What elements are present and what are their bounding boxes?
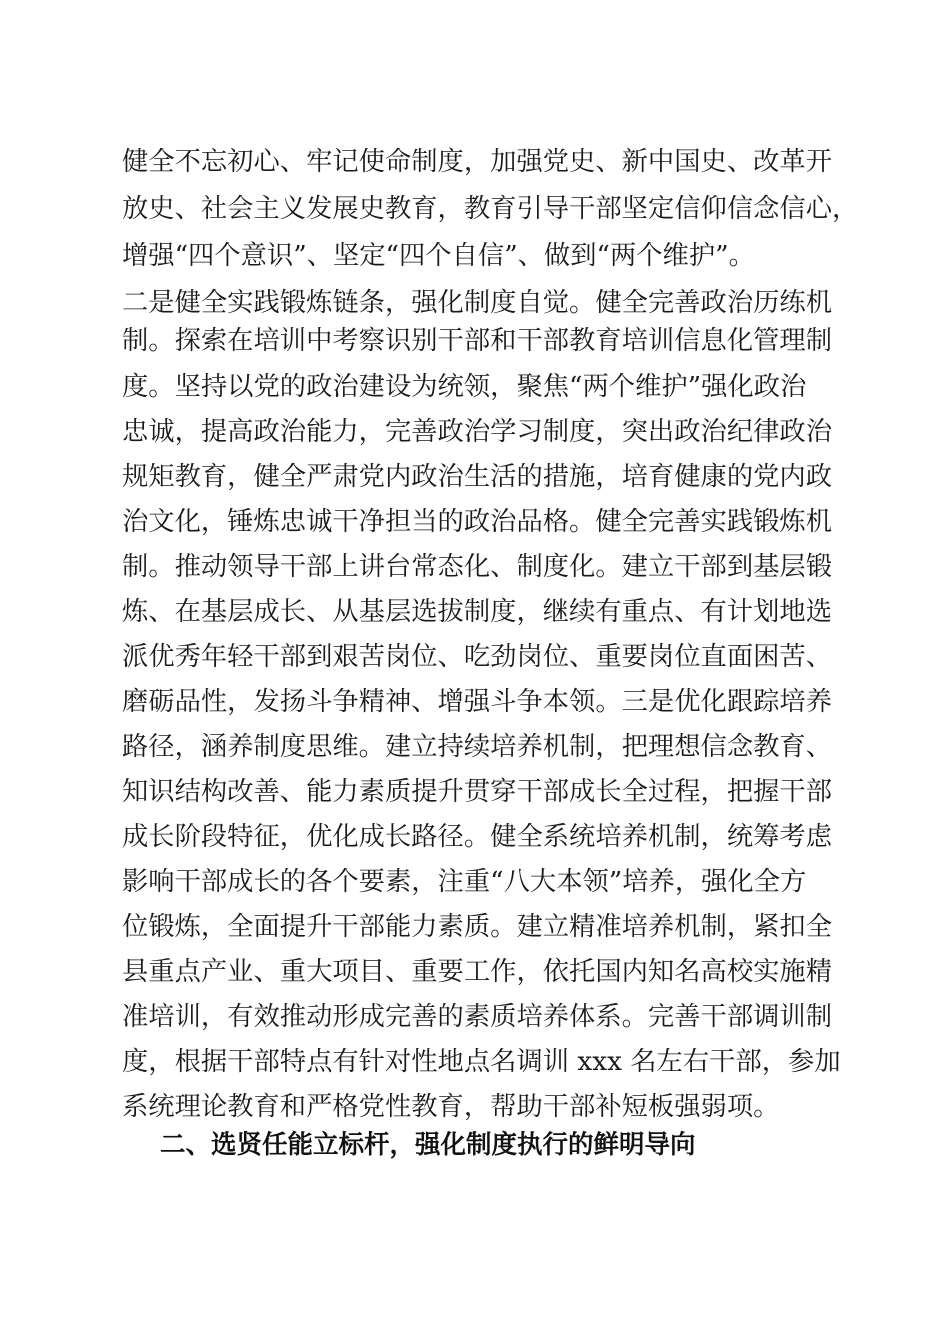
body-text-line: 放史、社会主义发展史教育，教育引导干部坚定信仰信念信心，: [122, 194, 859, 224]
body-text-line: 派优秀年轻干部到艰苦岗位、吃劲岗位、重要岗位直面困苦、: [122, 642, 833, 672]
section-heading: 二、选贤任能立标杆，强化制度执行的鲜明导向: [160, 1130, 696, 1160]
body-text-line: 度。坚持以党的政治建设为统领，聚焦“两个维护”强化政治: [122, 372, 807, 402]
body-text-line: 制。推动领导干部上讲台常态化、制度化。建立干部到基层锻: [122, 552, 833, 582]
body-text-line: 健全不忘初心、牢记使命制度，加强党史、新中国史、改革开: [122, 147, 833, 177]
body-text-line: 位锻炼，全面提升干部能力素质。建立精准培养机制，紧扣全: [122, 912, 833, 942]
body-text-line: 知识结构改善、能力素质提升贯穿干部成长全过程，把握干部: [122, 777, 833, 807]
body-text-line: 县重点产业、重大项目、重要工作，依托国内知名高校实施精: [122, 957, 833, 987]
body-text-line: 影响干部成长的各个要素，注重“八大本领”培养，强化全方: [122, 867, 807, 897]
body-text-line: 度，根据干部特点有针对性地点名调训 xxx 名左右干部，参加: [122, 1047, 841, 1077]
body-text-line: 炼、在基层成长、从基层选拔制度，继续有重点、有计划地选: [122, 597, 833, 627]
body-text-line: 制。探索在培训中考察识别干部和干部教育培训信息化管理制: [122, 326, 833, 356]
body-text-line: 路径，涵养制度思维。建立持续培养机制，把理想信念教育、: [122, 732, 833, 762]
body-text-line: 规矩教育，健全严肃党内政治生活的措施，培育健康的党内政: [122, 462, 833, 492]
body-text-line: 治文化，锤炼忠诚干净担当的政治品格。健全完善实践锻炼机: [122, 507, 833, 537]
body-text-line: 磨砺品性，发扬斗争精神、增强斗争本领。三是优化跟踪培养: [122, 687, 833, 717]
body-text-line: 增强“四个意识”、坚定“四个自信”、做到“两个维护”。: [122, 241, 755, 271]
body-text-line: 成长阶段特征，优化成长路径。健全系统培养机制，统筹考虑: [122, 822, 833, 852]
body-text-line: 准培训，有效推动形成完善的素质培养体系。完善干部调训制: [122, 1002, 833, 1032]
body-text-line: 二是健全实践锻炼链条，强化制度自觉。健全完善政治历练机: [122, 288, 833, 318]
body-text-line: 忠诚，提高政治能力，完善政治学习制度，突出政治纪律政治: [122, 417, 833, 447]
body-text-line: 系统理论教育和严格党性教育，帮助干部补短板强弱项。: [122, 1092, 780, 1122]
